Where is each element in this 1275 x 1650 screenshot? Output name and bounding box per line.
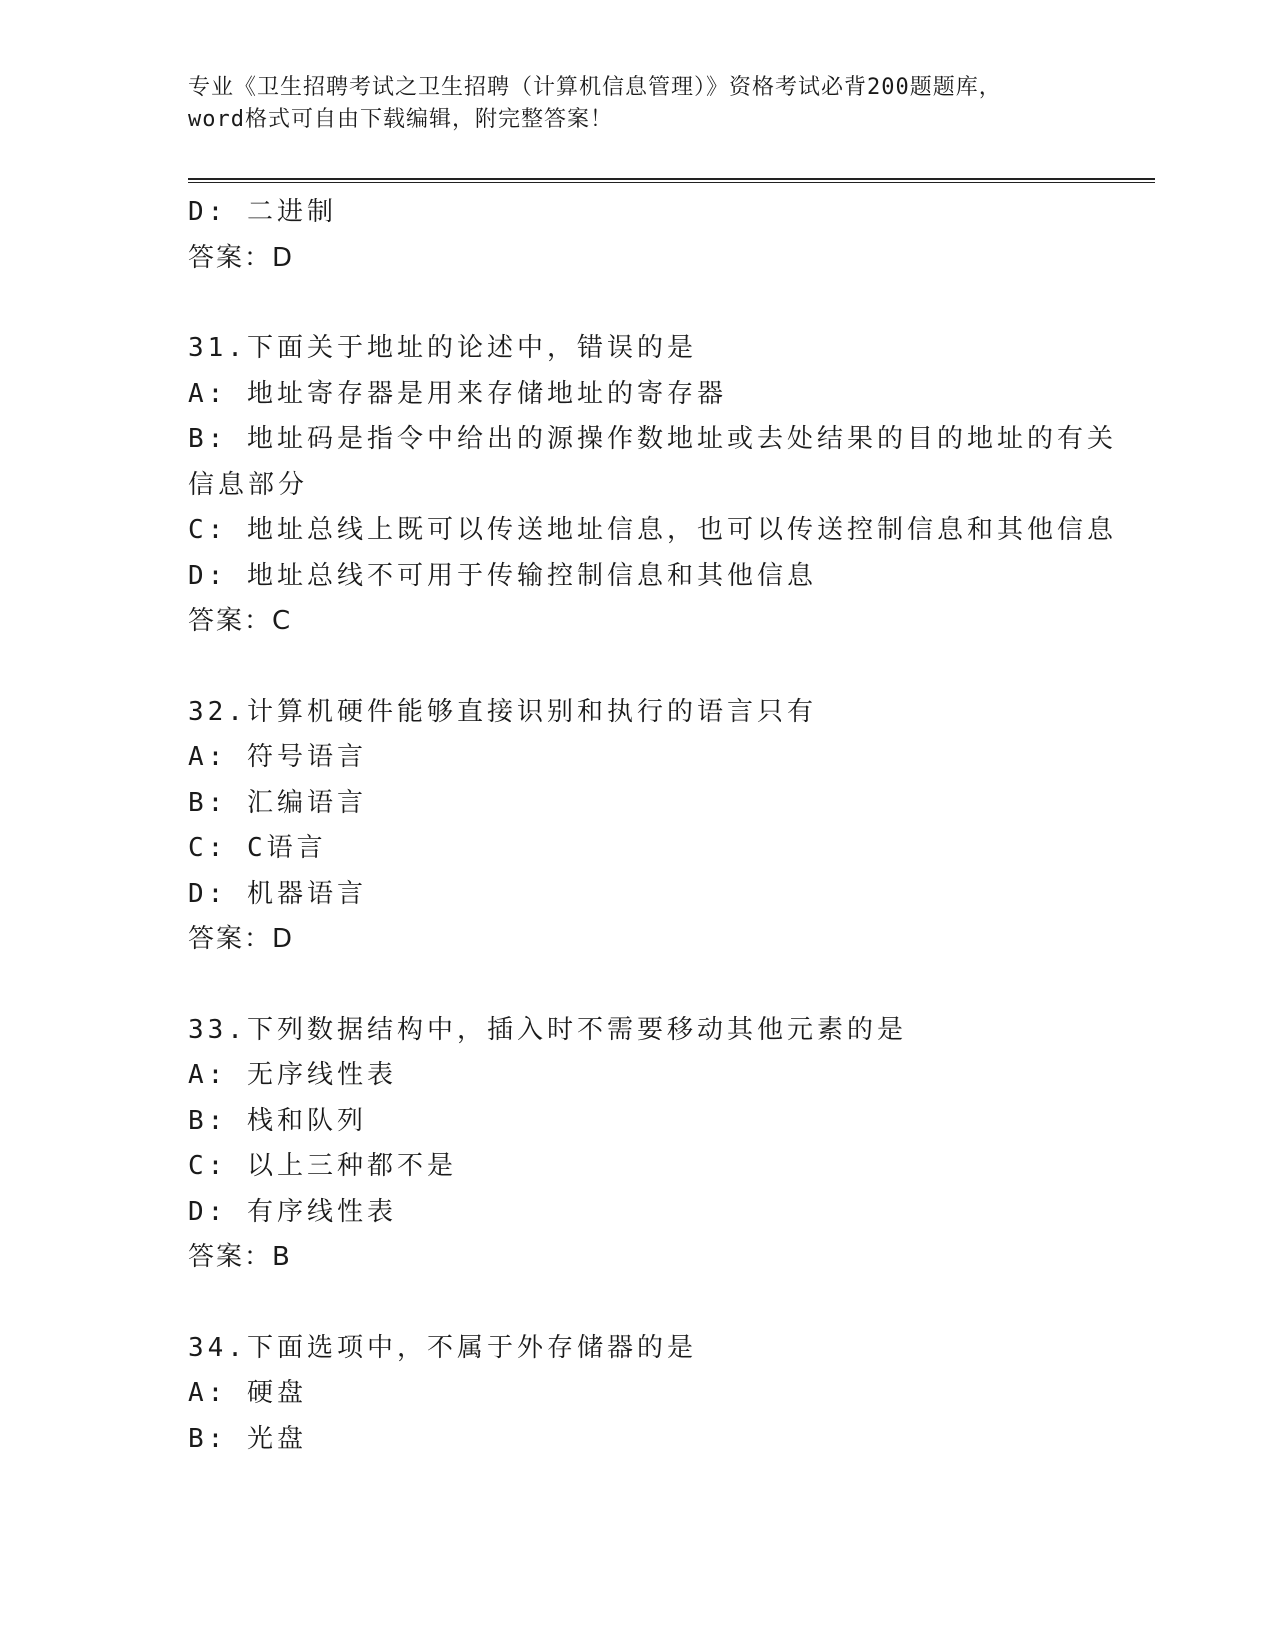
option-b: B: 栈和队列 xyxy=(188,1105,367,1136)
option-c: C: C语言 xyxy=(188,833,327,863)
question-stem: 32.计算机硬件能够直接识别和执行的语言只有 xyxy=(188,696,817,727)
option-c: C: 地址总线上既可以传送地址信息，也可以传送控制信息和其他信息 xyxy=(188,515,1117,545)
answer-line: 答案：C xyxy=(188,606,293,636)
question-stem: 33.下列数据结构中，插入时不需要移动其他元素的是 xyxy=(188,1014,907,1045)
question-33 xyxy=(188,1008,1088,1281)
question-34 xyxy=(188,1326,1088,1463)
document-header xyxy=(188,72,1088,136)
option-d: D: 机器语言 xyxy=(188,878,367,909)
option-b: B: 地址码是指令中给出的源操作数地址或去处结果的目的地址的有关 xyxy=(188,424,1117,454)
header-title-line-1: 专业《卫生招聘考试之卫生招聘（计算机信息管理）》资格考试必背200题题库， xyxy=(188,75,1002,100)
answer-line: 答案：D xyxy=(188,242,295,273)
question-stem: 34.下面选项中，不属于外存储器的是 xyxy=(188,1332,697,1363)
option-c: C: 以上三种都不是 xyxy=(188,1151,457,1181)
answer-line: 答案：D xyxy=(188,924,295,954)
option-a: A: 硬盘 xyxy=(188,1378,307,1408)
question-32 xyxy=(188,690,1088,963)
option-b: B: 汇编语言 xyxy=(188,787,367,818)
option-b: B: 光盘 xyxy=(188,1423,307,1454)
option-a: A: 无序线性表 xyxy=(188,1060,397,1090)
answer-line: 答案：B xyxy=(188,1242,292,1272)
question-31 xyxy=(188,326,1117,645)
option-a: A: 符号语言 xyxy=(188,742,367,772)
option-b-continued: 信息部分 xyxy=(188,469,309,500)
option-d: D: 地址总线不可用于传输控制信息和其他信息 xyxy=(188,560,817,591)
question-stem: 31.下面关于地址的论述中，错误的是 xyxy=(188,333,697,363)
document-body xyxy=(188,190,1117,1462)
option-d: D: 有序线性表 xyxy=(188,1196,397,1227)
option-d: D: 二进制 xyxy=(188,197,337,227)
option-a: A: 地址寄存器是用来存储地址的寄存器 xyxy=(188,378,727,409)
question-fragment-30 xyxy=(188,190,1088,281)
header-divider xyxy=(188,178,1155,183)
header-title-line-2: word格式可自由下载编辑，附完整答案！ xyxy=(188,107,613,132)
